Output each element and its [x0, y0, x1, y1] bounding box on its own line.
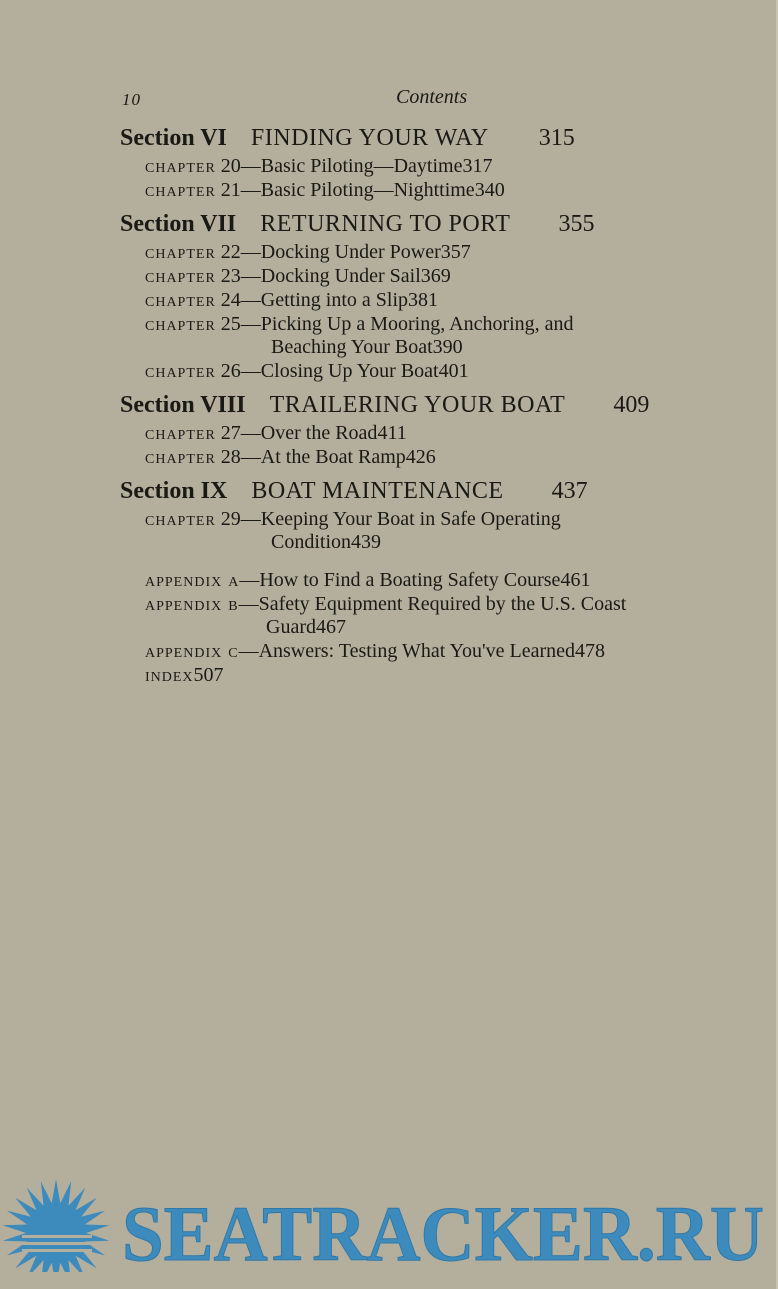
table-of-contents — [120, 122, 760, 687]
entry-prefix: appendix c — [145, 640, 239, 662]
chapter-entry — [120, 312, 760, 336]
appendix-entry — [120, 639, 760, 663]
entry-text: —Safety Equipment Required by the U.S. Coast — [238, 593, 627, 615]
appendix-entry-continuation — [120, 616, 760, 639]
entry-prefix: chapter — [145, 360, 216, 382]
section-title: TRAILERING YOUR BOAT — [269, 392, 566, 418]
running-head-title: Contents — [396, 86, 468, 108]
section-label: Section IX — [120, 478, 228, 504]
entry-page: 369 — [420, 265, 451, 287]
entry-prefix: chapter — [145, 265, 216, 287]
chapter-entry — [120, 445, 760, 469]
section-title: BOAT MAINTENANCE — [251, 478, 504, 504]
entry-prefix: chapter — [145, 446, 216, 468]
entry-text: 21—Basic Piloting—Nighttime — [220, 179, 475, 201]
chapter-entry — [120, 264, 760, 288]
chapter-entry — [120, 359, 760, 383]
chapter-entry — [120, 421, 760, 445]
entry-prefix: chapter — [145, 155, 216, 177]
entry-continuation-text: Guard — [266, 616, 316, 638]
entry-prefix: appendix b — [145, 593, 239, 615]
chapter-entry — [120, 178, 760, 202]
entry-text: —Answers: Testing What You've Learned — [238, 640, 575, 662]
entry-page: 381 — [408, 289, 439, 311]
running-head — [122, 86, 682, 112]
entry-text: 29—Keeping Your Boat in Safe Operating — [220, 508, 561, 530]
section-title: RETURNING TO PORT — [260, 211, 511, 237]
entry-page: 507 — [193, 664, 224, 686]
entry-text: 28—At the Boat Ramp — [220, 446, 406, 468]
section-page: 437 — [551, 478, 588, 504]
section-heading — [120, 475, 760, 507]
watermark-text: SEATRACKER.RU — [122, 1190, 764, 1272]
appendix-entry — [120, 592, 760, 616]
entry-page: 340 — [474, 179, 505, 201]
chapter-entry — [120, 288, 760, 312]
index-entry — [120, 663, 760, 687]
section-page: 409 — [613, 392, 650, 418]
entry-page: 390 — [432, 336, 463, 358]
entry-prefix: chapter — [145, 179, 216, 201]
chapter-entry — [120, 507, 760, 531]
section-title: FINDING YOUR WAY — [250, 125, 489, 151]
entry-page: 401 — [438, 360, 469, 382]
entry-page: 467 — [315, 616, 346, 638]
chapter-entry — [120, 154, 760, 178]
page-number: 10 — [122, 90, 141, 109]
entry-text: —How to Find a Boating Safety Course — [239, 569, 561, 591]
section-label: Section VII — [120, 211, 237, 237]
entry-continuation-text: Beaching Your Boat — [271, 336, 433, 358]
section-label: Section VIII — [120, 392, 246, 418]
sun-icon — [3, 1179, 110, 1272]
entry-text: 22—Docking Under Power — [220, 241, 441, 263]
section-label: Section VI — [120, 125, 227, 151]
chapter-entry-continuation — [120, 531, 760, 554]
entry-page: 317 — [462, 155, 493, 177]
appendices-block — [120, 568, 760, 687]
entry-continuation-text: Condition — [271, 531, 352, 553]
entry-page: 461 — [560, 569, 591, 591]
appendix-entry — [120, 568, 760, 592]
entry-page: 426 — [405, 446, 436, 468]
entry-page: 411 — [377, 422, 407, 444]
chapter-entry — [120, 240, 760, 264]
entry-text: 24—Getting into a Slip — [220, 289, 409, 311]
watermark-logo — [0, 1172, 778, 1272]
section-block — [120, 208, 760, 383]
entry-prefix: chapter — [145, 422, 216, 444]
entry-text: 27—Over the Road — [220, 422, 378, 444]
entry-page: 357 — [440, 241, 471, 263]
section-heading — [120, 389, 760, 421]
entry-prefix: chapter — [145, 313, 216, 335]
entry-page: 439 — [351, 531, 382, 553]
section-heading — [120, 208, 760, 240]
section-heading — [120, 122, 760, 154]
entry-text: 23—Docking Under Sail — [220, 265, 421, 287]
entry-prefix: chapter — [145, 241, 216, 263]
section-block — [120, 475, 760, 554]
entry-prefix: index — [145, 664, 194, 686]
chapter-entry-continuation — [120, 336, 760, 359]
section-page: 315 — [538, 125, 575, 151]
section-page: 355 — [558, 211, 595, 237]
entry-text: 25—Picking Up a Mooring, Anchoring, and — [220, 313, 574, 335]
entry-prefix: chapter — [145, 289, 216, 311]
section-block — [120, 389, 760, 469]
entry-prefix: appendix a — [145, 569, 240, 591]
section-block — [120, 122, 760, 202]
entry-prefix: chapter — [145, 508, 216, 530]
entry-page: 478 — [575, 640, 605, 662]
entry-text: 26—Closing Up Your Boat — [220, 360, 439, 382]
entry-text: 20—Basic Piloting—Daytime — [220, 155, 463, 177]
